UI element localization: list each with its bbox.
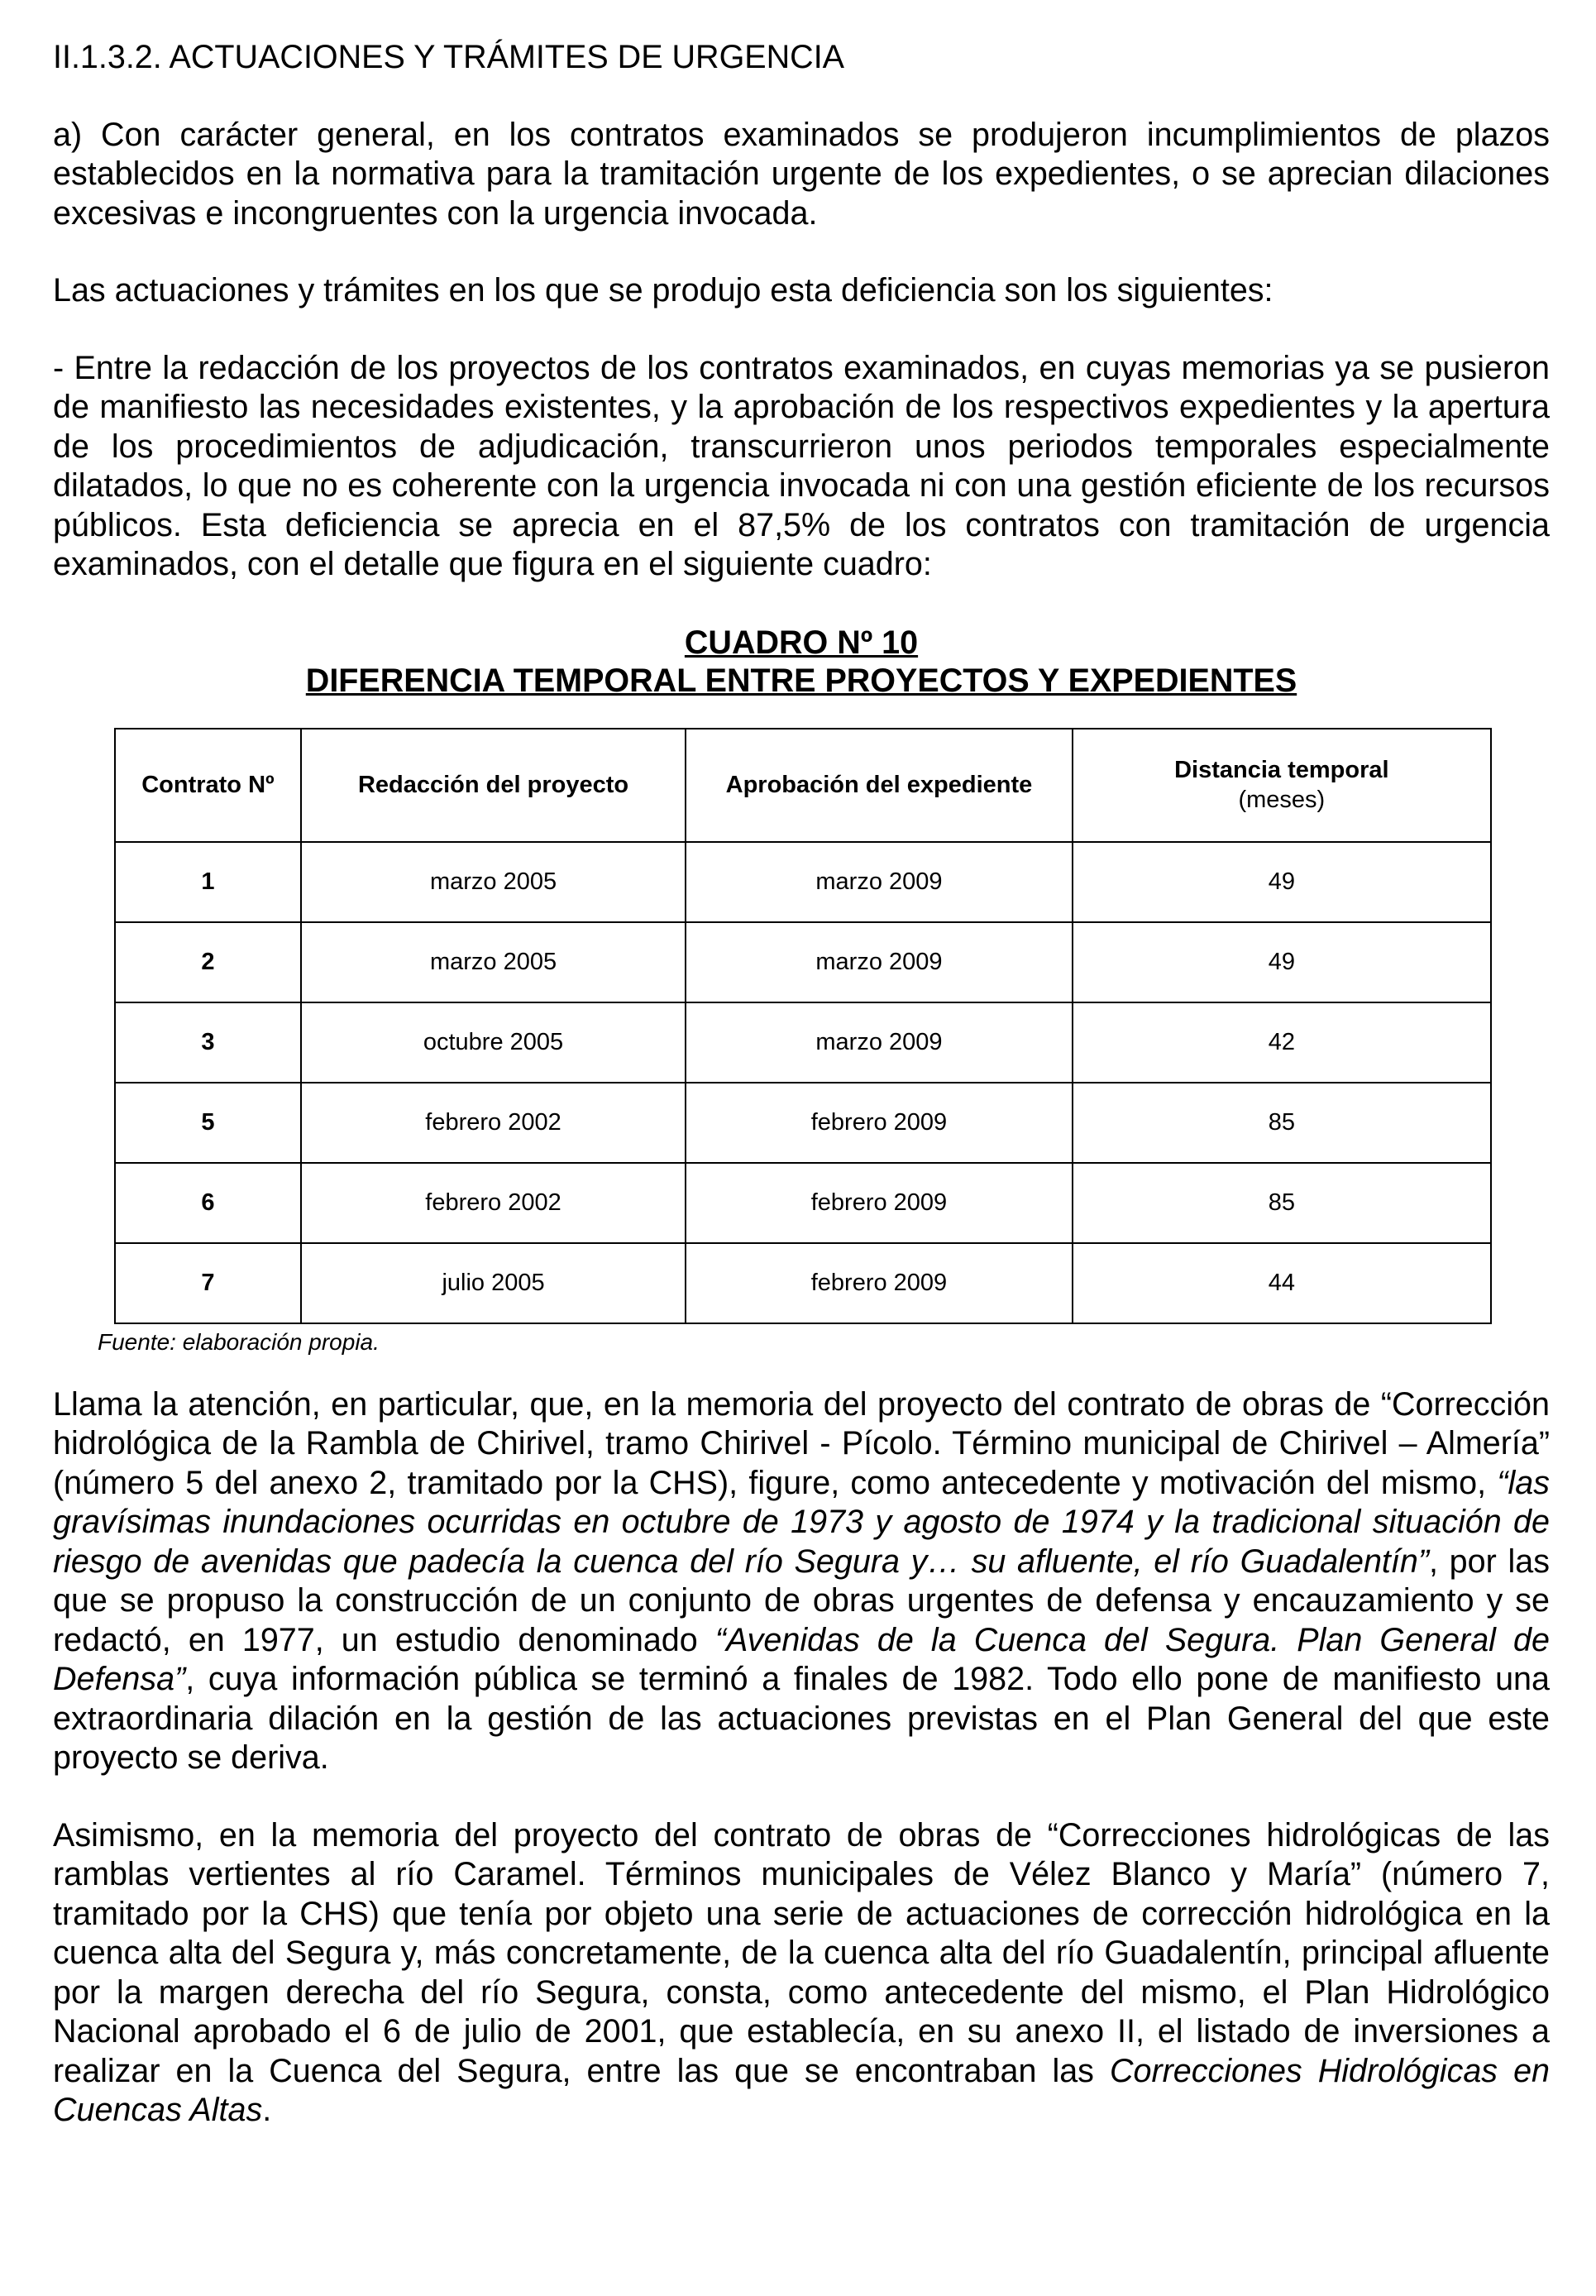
table-titles: [53, 624, 1550, 700]
cell-aprobacion: febrero 2009: [686, 1083, 1072, 1163]
chirivel-text-2: , por las que se propuso la construcción de un conjunto de obras urgentes de defensa y encauzamiento y se redactó, en 1977, un estudio denominado: [53, 1543, 1550, 1658]
paragraph-chirivel: [53, 1385, 1550, 1778]
chirivel-text-1: Llama la atención, en particular, que, en la memoria del proyecto del contrato de obras de “Corrección hidrológica de la Rambla de Chirivel, tramo Chirivel - Pícolo. Término municipal de Chirivel – Almería” (número 5 del anexo 2, tramitado por la CHS), figure, como antecedente y motivación del mismo,: [53, 1385, 1550, 1501]
cell-contrato: 3: [115, 1002, 301, 1083]
table-number: CUADRO Nº 10: [684, 624, 919, 661]
cell-distancia: 49: [1073, 922, 1491, 1002]
cell-contrato: 1: [115, 842, 301, 922]
cell-distancia: 44: [1073, 1243, 1491, 1323]
cell-redaccion: marzo 2005: [301, 842, 686, 922]
cell-contrato: 6: [115, 1163, 301, 1243]
time-difference-table: [114, 728, 1492, 1324]
cell-redaccion: octubre 2005: [301, 1002, 686, 1083]
header-distancia-label: Distancia temporal: [1174, 757, 1389, 783]
table-row: [115, 1002, 1491, 1083]
cell-contrato: 2: [115, 922, 301, 1002]
cell-redaccion: marzo 2005: [301, 922, 686, 1002]
cell-aprobacion: marzo 2009: [686, 842, 1072, 922]
caramel-text-2: .: [262, 2092, 272, 2128]
caramel-text-1: Asimismo, en la memoria del proyecto del contrato de obras de “Correcciones hidrológicas de las ramblas vertientes al río Caramel. Términos municipales de Vélez Blanco y María” (número 7, tramitado por la CHS) que tenía por objeto una serie de actuaciones de corrección hidrológica en la cuenca alta del Segura y, más concretamente, de la cuenca alta del río Guadalentín, principal afluente por la margen derecha del río Segura, consta, como antecedente del mismo, el Plan Hidrológico Nacional aprobado el 6 de julio de 2001, que establecía, en su anexo II, el listado de inversiones a realizar en la Cuenca del Segura, entre las que se encontraban las: [53, 1816, 1550, 2089]
section-heading: II.1.3.2. ACTUACIONES Y TRÁMITES DE URGENCIA: [53, 39, 845, 75]
cell-distancia: 85: [1073, 1163, 1491, 1243]
cell-aprobacion: marzo 2009: [686, 922, 1072, 1002]
cell-aprobacion: febrero 2009: [686, 1243, 1072, 1323]
cell-redaccion: julio 2005: [301, 1243, 686, 1323]
cell-aprobacion: febrero 2009: [686, 1163, 1072, 1243]
cell-distancia: 42: [1073, 1002, 1491, 1083]
cell-redaccion: febrero 2002: [301, 1163, 686, 1243]
document-page: [53, 38, 1550, 2169]
paragraph-dilation: - Entre la redacción de los proyectos de los contratos examinados, en cuyas memorias ya se pusieron de manifiesto las necesidades existentes, y la aprobación de los respectivos expedientes y la apertura de los procedimientos de adjudicación, transcurrieron unos periodos temporales especialmente dilatados, lo que no es coherente con la urgencia invocada ni con una gestión eficiente de los recursos públicos. Esta deficiencia se aprecia en el 87,5% de los contratos con tramitación de urgencia examinados, con el detalle que figura en el siguiente cuadro:: [53, 349, 1550, 582]
table-header-row: [115, 729, 1491, 842]
table-row: [115, 1163, 1491, 1243]
table-row: [115, 842, 1491, 922]
header-distancia-unit: (meses): [1238, 787, 1326, 813]
chirivel-quote-1: “las gravísimas inundaciones ocurridas en octubre de 1973 y agosto de 1974 y la tradicional situación de riesgo de avenidas que padecía la cuenca del río Segura y… su afluente, el río Guadalentín”: [53, 1464, 1550, 1580]
chirivel-text-3: , cuya información pública se terminó a finales de 1982. Todo ello pone de manifiesto una extraordinaria dilación en la gestión de las actuaciones previstas en el Plan General del que este proyecto se deriva.: [53, 1661, 1550, 1776]
cell-aprobacion: marzo 2009: [686, 1002, 1072, 1083]
cell-contrato: 7: [115, 1243, 301, 1323]
paragraph-intro-list: Las actuaciones y trámites en los que se produjo esta deficiencia son los siguientes:: [53, 272, 1273, 309]
cell-contrato: 5: [115, 1083, 301, 1163]
chirivel-quote-2: “Avenidas de la Cuenca del Segura. Plan General de Defensa”: [53, 1621, 1550, 1697]
table-row: [115, 922, 1491, 1002]
cell-redaccion: febrero 2002: [301, 1083, 686, 1163]
caramel-quote: Correcciones Hidrológicas en Cuencas Altas: [53, 2052, 1550, 2128]
paragraph-general: a) Con carácter general, en los contratos examinados se produjeron incumplimientos de plazos establecidos en la normativa para la tramitación urgente de los expedientes, o se aprecian dilaciones excesivas e incongruentes con la urgencia invocada.: [53, 116, 1550, 232]
header-redaccion: Redacción del proyecto: [301, 729, 686, 842]
table-title: DIFERENCIA TEMPORAL ENTRE PROYECTOS Y EXPEDIENTES: [305, 662, 1297, 699]
header-distancia: [1073, 729, 1491, 842]
header-contrato: Contrato Nº: [115, 729, 301, 842]
cell-distancia: 85: [1073, 1083, 1491, 1163]
table-row: [115, 1083, 1491, 1163]
table-row: [115, 1243, 1491, 1323]
table-source: Fuente: elaboración propia.: [98, 1328, 380, 1355]
header-aprobacion: Aprobación del expediente: [686, 729, 1072, 842]
paragraph-caramel: [53, 1816, 1550, 2131]
cell-distancia: 49: [1073, 842, 1491, 922]
